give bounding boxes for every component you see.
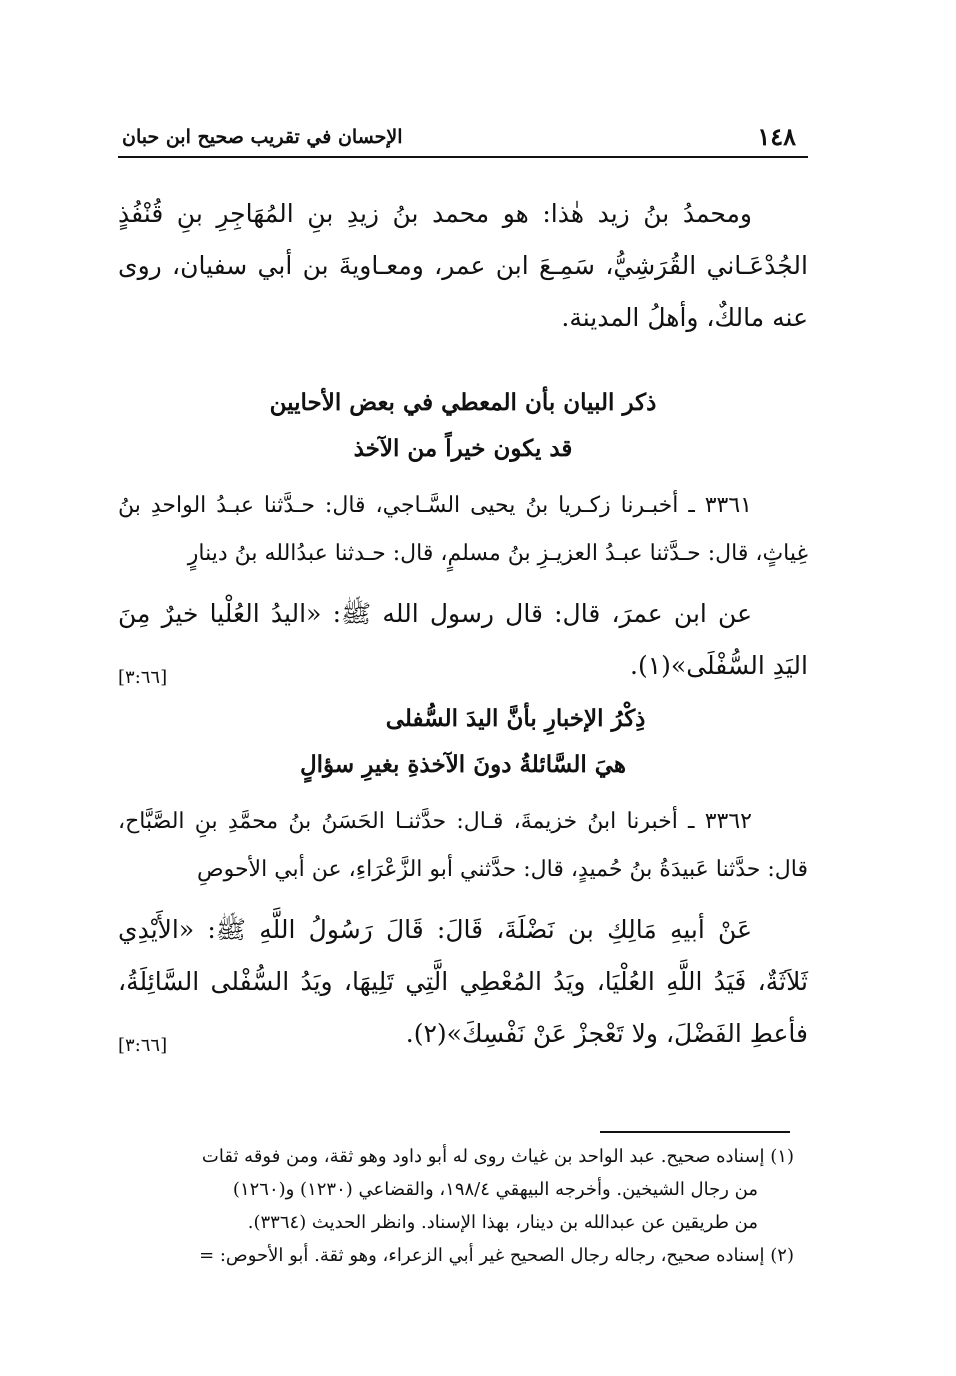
section-heading-1-line-2: قد يكون خيراً من الآخذ xyxy=(353,435,573,462)
footnotes xyxy=(108,1140,794,1272)
footnote-1-line-2: من رجال الشيخين. وأخرجه البيهقي ١٩٨/٤، والقضاعي (١٢٣٠) و(١٢٦٠) xyxy=(232,1179,758,1200)
hadith-3362-matn xyxy=(118,904,808,1060)
hadith-3361-reference: [٣:٦٦] xyxy=(118,667,168,688)
footnote-1-line-1: (١) إسناده صحيح. عبد الواحد بن غياث روى له أبو داود وهو ثقة، ومن فوقه ثقات xyxy=(201,1146,794,1167)
intro-paragraph: ومحمدُ بنُ زيد هٰذا: هو محمد بنُ زيدِ بنِ المُهَاجِرِ بنِ قُنْفُذٍ الجُدْعَـاني القُرَشِيُّ، سَمِـعَ ابن عمر، ومعـاويةَ بن أبي سفيان، روى عنه مالكٌ، وأهلُ المدينة. xyxy=(118,199,808,332)
page-number: ١٤٨ xyxy=(757,122,796,151)
section-heading-1-line-1: ذكر البيان بأن المعطي في بعض الأحايين xyxy=(269,389,657,416)
hadith-3362-isnad: ٣٣٦٢ ـ أخبرنا ابنُ خزيمةَ، قـال: حدَّثنـا الحَسَنُ بنُ محمَّدِ بنِ الصَّبَّاح، قال: حدَّثنا عَبيدَةُ بنُ حُميدٍ، قال: حدَّثني أبو الزَّعْرَاءِ، عن أبي الأحوصِ xyxy=(118,809,808,882)
section-heading-2-line-1: ذِكْرُ الإخبارِ بأنَّ اليدَ السُّفلى xyxy=(385,705,646,732)
hadith-3362-text: عَنْ أبيهِ مَالِكِ بن نَضْلَةَ، قَالَ: قَالَ رَسُولُ اللَّهِ ﷺ: «الأَيْدِي ثَلاَثَةٌ، فَيَدُ اللَّهِ العُلْيَا، ويَدُ المُعْطِي الَّتِي تَلِيهَا، ويَدُ السُّفْلى السَّائِلَةُ، فأعطِ الفَضْلَ، ولا تَعْجزْ عَنْ نَفْسِكَ»(٢). xyxy=(118,915,808,1048)
header-rule xyxy=(118,156,808,158)
footnote-1-line-3: من طريقين عن عبدالله بن دينار، بهذا الإسناد. وانظر الحديث (٣٣٦٤). xyxy=(247,1212,758,1233)
page-body xyxy=(118,188,808,1072)
footnote-2-line-1: (٢) إسناده صحيح، رجاله رجال الصحيح غير أبي الزعراء، وهو ثقة. أبو الأحوص: = xyxy=(199,1245,794,1266)
section-heading-2-line-2: هيَ السَّائلةُ دونَ الآخذةِ بغيرِ سؤالٍ xyxy=(299,751,627,778)
hadith-3361-text: عن ابن عمرَ، قال: قال رسول الله ﷺ: «اليدُ العُلْيا خيرٌ مِنَ اليَدِ السُّفْلَى»(١). xyxy=(118,599,808,680)
page-header xyxy=(118,120,804,154)
footnote-rule xyxy=(600,1131,790,1133)
hadith-3362-reference: [٣:٦٦] xyxy=(118,1035,168,1056)
hadith-3361-matn xyxy=(118,588,808,692)
book-title: الإحسان في تقريب صحيح ابن حبان xyxy=(122,126,403,148)
hadith-3361-isnad: ٣٣٦١ ـ أخبـرنا زكـريا بنُ يحيى السَّـاجي، قال: حـدَّثنا عبـدُ الواحدِ بنُ غِياثٍ، قال: حـدَّثنا عبـدُ العزيـزِ بنُ مسلمٍ، قال: حـدثنا عبدُالله بنُ دينارٍ xyxy=(118,493,808,566)
